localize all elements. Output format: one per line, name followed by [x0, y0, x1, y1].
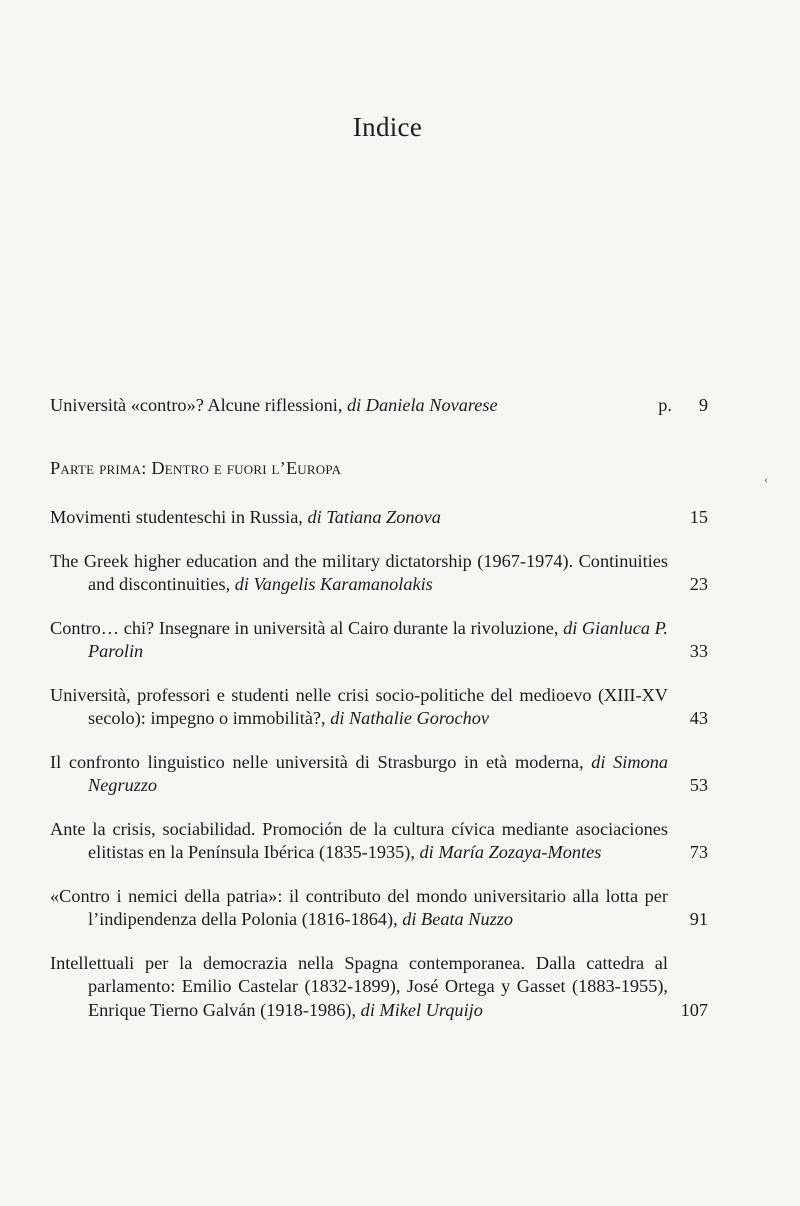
section-heading: Parte prima: Dentro e fuori l’Europa — [50, 457, 342, 478]
toc-entry-text — [50, 684, 668, 731]
toc-entry-author: di Simona Negruzzo — [88, 751, 668, 795]
toc-entry-author: di Vangelis Karamanolakis — [234, 574, 433, 594]
toc-entry[interactable] — [50, 617, 750, 664]
toc-entry-title: «Contro i nemici della patria»: il contributo del mondo universitario alla lotta per l’indipendenza della Polonia (1816-1864), — [50, 885, 668, 929]
toc-entry-page: 107 — [680, 999, 708, 1020]
toc-entry-text — [50, 550, 668, 597]
toc-entry[interactable] — [50, 885, 750, 932]
toc-entry-page: 43 — [689, 708, 708, 728]
toc-entry[interactable] — [50, 684, 750, 731]
toc-entry-text — [50, 818, 668, 865]
toc-entry-page: 9 — [698, 395, 708, 415]
toc-entry-intro[interactable] — [50, 394, 750, 418]
toc-entry-page: 73 — [689, 842, 708, 862]
toc-entry-author: di Tatiana Zonova — [307, 507, 441, 527]
toc-entry-title: Intellettuali per la democrazia nella Spagna contemporanea. Dalla cattedra al parlamento: Emilio Castelar (1832-1899), José Ortega y Gasset (1883-1955), Enrique Tierno Galván (1918-1986), — [50, 952, 668, 1020]
toc-entry-title: Università «contro»? Alcune riflessioni, — [50, 395, 343, 415]
toc-entry-author: di María Zozaya-Montes — [419, 842, 602, 862]
toc-entry[interactable] — [50, 506, 750, 530]
toc-entry-title: The Greek higher education and the military dictatorship (1967-1974). Continuities and discontinuities, — [50, 550, 668, 594]
toc-entry-title: Contro… chi? Insegnare in università al Cairo durante la rivoluzione, — [50, 617, 559, 638]
page-prefix: p. — [658, 395, 672, 415]
toc-entry-author: di Gianluca P. Parolin — [88, 617, 669, 661]
toc-entry-text — [50, 751, 668, 798]
toc-entry-page: 23 — [689, 574, 708, 594]
toc-entry[interactable] — [50, 751, 750, 798]
toc-entry-title: Movimenti studenteschi in Russia, — [50, 507, 303, 527]
toc-entry[interactable] — [50, 550, 750, 597]
page-title: Indice — [352, 112, 423, 142]
toc-entry-author: di Daniela Novarese — [347, 395, 498, 415]
toc-entry-text — [50, 506, 668, 530]
stray-mark: ‹ — [764, 472, 768, 486]
toc-entry-page: 33 — [689, 641, 708, 661]
toc-entry-page: 15 — [689, 507, 708, 527]
toc-entry-title: Il confronto linguistico nelle università di Strasburgo in età moderna, — [50, 751, 584, 772]
table-of-contents — [50, 394, 750, 1022]
toc-entry-author: di Beata Nuzzo — [402, 909, 513, 929]
toc-entry-page: 53 — [689, 775, 708, 795]
toc-entry-title: Università, professori e studenti nelle crisi socio-politiche del medioevo (XIII-XV secolo): impegno o immobilità?, — [50, 684, 668, 728]
toc-entry[interactable] — [50, 818, 750, 865]
toc-entry-text — [50, 885, 668, 932]
toc-entry-text — [50, 394, 668, 418]
toc-entry[interactable] — [50, 952, 750, 1023]
toc-entry-text — [50, 952, 668, 1023]
toc-entry-author: di Mikel Urquijo — [360, 999, 483, 1020]
toc-entry-text — [50, 617, 668, 664]
toc-entry-title: Ante la crisis, sociabilidad. Promoción de la cultura cívica mediante asociaciones elitistas en la Península Ibérica (1835-1935), — [50, 818, 668, 862]
toc-entry-page: 91 — [689, 909, 708, 929]
toc-entry-author: di Nathalie Gorochov — [330, 708, 489, 728]
